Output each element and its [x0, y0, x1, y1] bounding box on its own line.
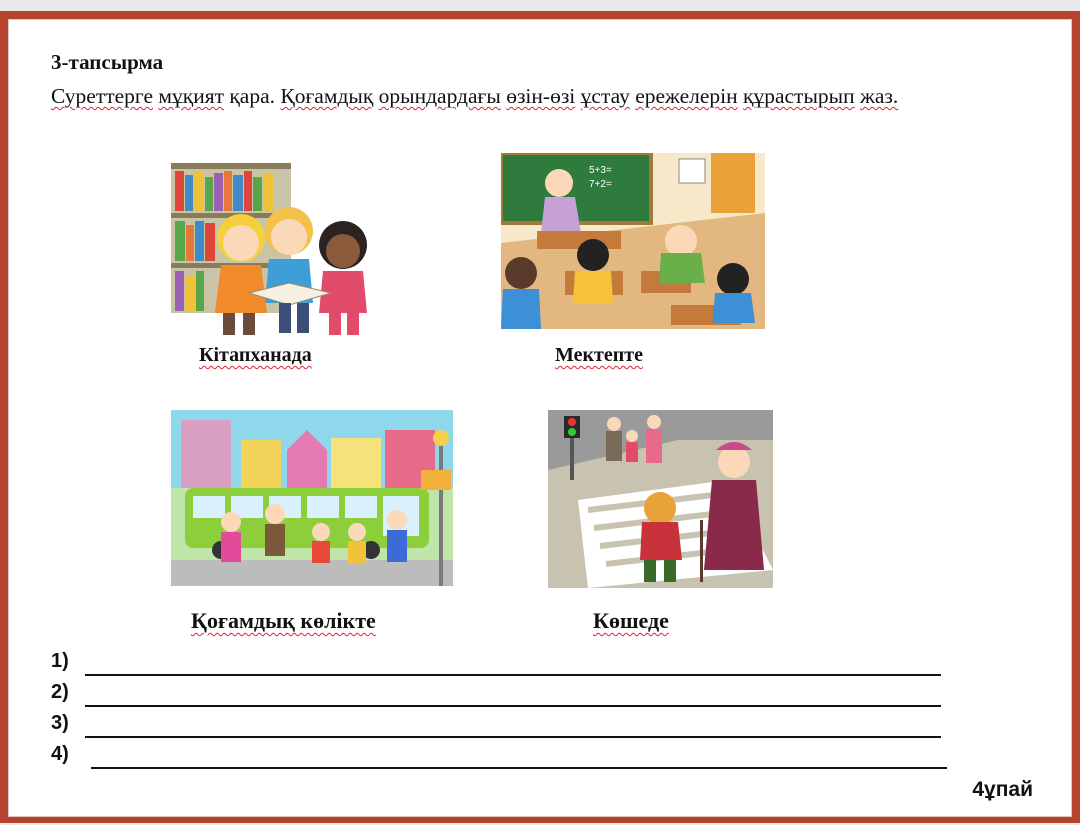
answer-line[interactable]	[51, 712, 951, 742]
svg-text:7+2=: 7+2=	[589, 179, 612, 190]
caption-public-transport: Қоғамдық көлікте	[191, 608, 376, 633]
answer-line-number: 4)	[51, 743, 69, 765]
instruction-word: Қоғамдық	[280, 84, 374, 108]
instruction-word: өзін-өзі	[506, 84, 576, 108]
instruction-word: орындардағы	[378, 84, 501, 108]
answer-line-rule	[85, 736, 941, 738]
street-crossing-image	[548, 410, 773, 588]
instruction-word: ұстау	[580, 84, 630, 108]
task-title: 3-тапсырма	[51, 50, 164, 74]
answer-line-number: 1)	[51, 650, 69, 672]
answer-line-rule	[85, 705, 941, 707]
caption-street: Көшеде	[593, 608, 669, 633]
answer-line-number: 3)	[51, 712, 69, 734]
caption-library: Кітапханада	[199, 344, 312, 366]
library-children-reading-image	[171, 153, 383, 341]
instruction-word: ережелерін	[635, 84, 738, 108]
instruction-word: жаз.	[859, 84, 899, 108]
score-label: 4ұпай	[972, 778, 1033, 801]
answer-line-rule	[85, 674, 941, 676]
answer-line-rule	[91, 767, 947, 769]
worksheet	[8, 19, 1072, 817]
instruction-word: қара.	[229, 84, 276, 108]
answer-line[interactable]	[51, 650, 951, 680]
classroom-lesson-image	[501, 153, 765, 329]
instruction-word: құрастырып	[743, 84, 855, 108]
answer-line[interactable]	[51, 681, 951, 711]
instruction-word: Суреттерге	[51, 84, 154, 108]
answer-line[interactable]	[51, 743, 951, 773]
svg-text:5+3=: 5+3=	[589, 165, 612, 176]
instruction-word: мұқият	[158, 84, 224, 108]
caption-school: Мектепте	[555, 344, 643, 366]
bus-stop-image	[171, 410, 453, 586]
answer-line-number: 2)	[51, 681, 69, 703]
task-instruction	[51, 80, 1041, 113]
